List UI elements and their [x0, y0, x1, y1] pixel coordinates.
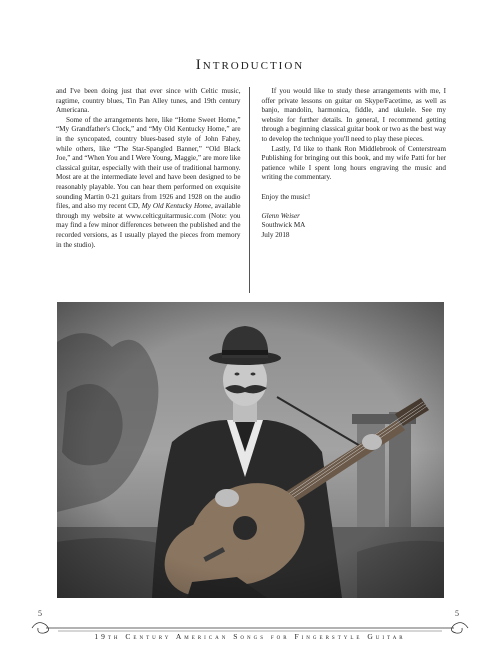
cd-title: My Old Kentucky Home — [141, 202, 212, 211]
vintage-guitarist-photo — [57, 302, 444, 598]
author-date: July 2018 — [261, 230, 290, 239]
left-paragraph-2-text: Some of the arrangements here, like “Home Sweet Home,” “My Grandfather's Clock,” and “My Old Kentucky Home,” are in the syncopated, country blues-based style of John Fahey, while others, like “The Star-Spangled Banner,” “Old Black Joe,” and “When You and I Were Young, Maggie,” are more like classical guitar, especially with their use of traditional harmony. Most are at the intermediate level and have been designed to be reasonably playable. You can hear them performed on exquisite sounding Martin 0-21 guitars from 1926 and 1928 on the audio files, and also my recent CD, — [56, 115, 241, 211]
page-number-right: 5 — [455, 609, 459, 618]
book-title-footer: 19th Century American Songs for Fingerstyle Guitar — [94, 632, 406, 641]
left-column — [56, 87, 250, 293]
page-title: Introduction — [195, 57, 305, 73]
left-paragraph-2-tail: , available through my website at www.celticguitarmusic.com (Note: you may find a few minor differences between the published and the recorded versions, as I usually played the pieces from memory in the studio). — [56, 202, 241, 249]
right-paragraph-1: If you would like to study these arrangements with me, I offer private lessons on guitar on Skype/Facetime, as well as banjo, mandolin, harmonica, fiddle, and ukulele. See my website for further details. In general, I recommend getting through a beginning classical guitar book or two as the best way to develop the technique you'll need to play these pieces. — [261, 87, 446, 143]
closing-line: Enjoy the music! — [261, 192, 311, 201]
page-number-left: 5 — [38, 609, 42, 618]
author-signature: Glenn Weiser — [261, 211, 300, 220]
right-column — [250, 87, 447, 293]
text-columns — [56, 87, 446, 293]
left-paragraph-2 — [56, 116, 241, 250]
left-paragraph-1: and I've been doing just that ever since with Celtic music, ragtime, country blues, Tin Pan Alley tunes, and 19th century Americana. — [56, 87, 241, 115]
author-location: Southwick MA — [261, 221, 306, 230]
right-paragraph-2: Lastly, I'd like to thank Ron Middlebrook of Centerstream Publishing for bringing out this book, and my wife Patti for her patience while I spent long hours engraving the music and writing the commentary. — [261, 144, 446, 182]
